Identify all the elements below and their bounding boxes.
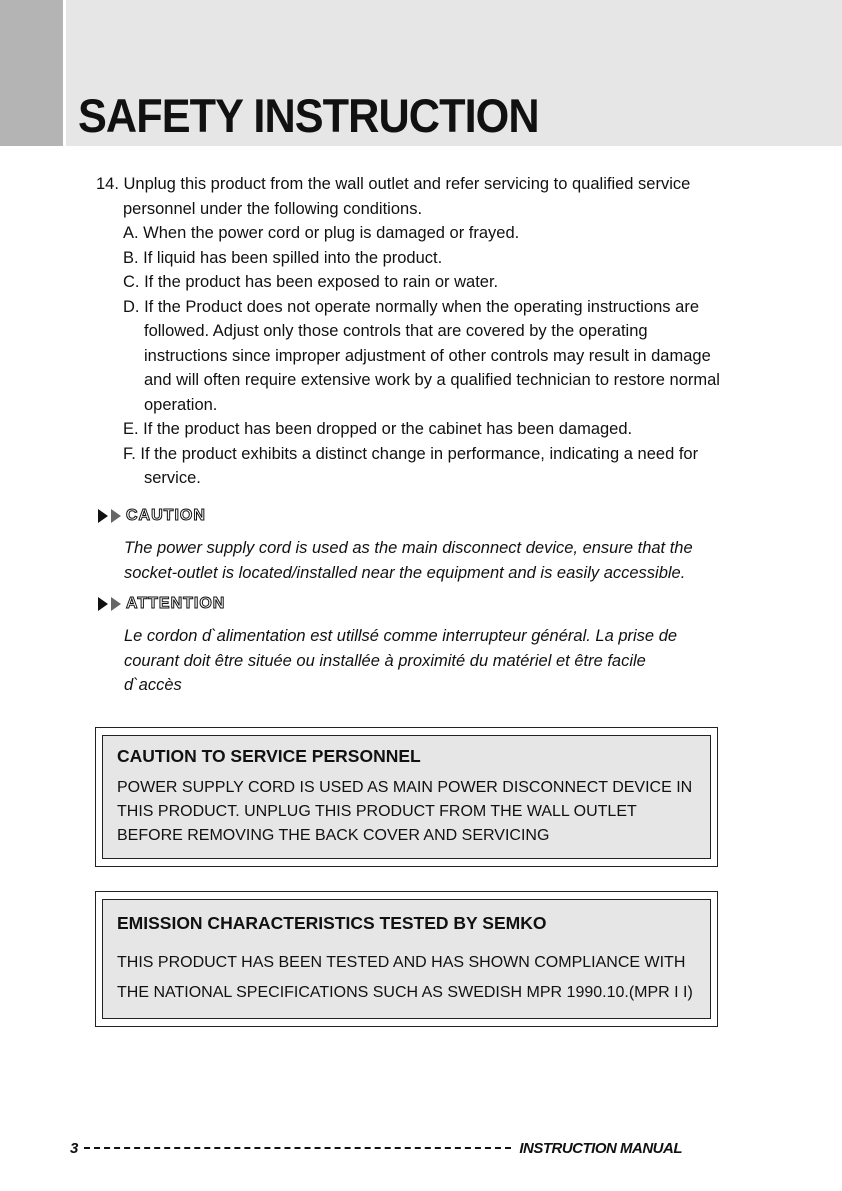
emission-notice [95,891,718,1027]
condition-f-line: F. If the product exhibits a distinct change in performance, indicating a need for [123,444,699,463]
page-number: 3 [70,1140,79,1157]
emission-notice-title: EMISSION CHARACTERISTICS TESTED BY SEMKO [117,913,547,933]
manual-title: INSTRUCTION MANUAL [519,1140,682,1157]
caution-heading [98,507,206,525]
footer-dashed-rule [84,1147,511,1149]
attention-label: ATTENTION [126,595,226,612]
service-notice-title: CAUTION TO SERVICE PERSONNEL [117,746,421,766]
service-personnel-notice [95,727,718,867]
attention-text [124,624,677,698]
condition-a: A. When the power cord or plug is damaged or frayed. [123,224,520,242]
condition-d-line: operation. [144,395,218,414]
page-tab-marker [0,0,63,146]
emission-notice-line: THE NATIONAL SPECIFICATIONS SUCH AS SWEDISH MPR 1990.10.(MPR I I) [117,984,693,1001]
service-notice-line: THIS PRODUCT. UNPLUG THIS PRODUCT FROM THE WALL OUTLET [117,803,637,820]
service-notice-line: POWER SUPPLY CORD IS USED AS MAIN POWER DISCONNECT DEVICE IN [117,779,693,796]
condition-f-line: service. [144,469,201,487]
arrow-bullet-icon [111,597,121,611]
page-title: SAFETY INSTRUCTION [78,89,539,142]
emission-notice-inner [102,899,711,1019]
condition-b: B. If liquid has been spilled into the product. [123,248,443,267]
emission-notice-line: THIS PRODUCT HAS BEEN TESTED AND HAS SHOWN COMPLIANCE WITH [117,954,686,971]
attention-heading [98,595,225,613]
arrow-bullet-icon [98,597,108,611]
condition-d-line: D. If the Product does not operate normally when the operating instructions are [123,297,699,316]
arrow-bullet-icon [111,509,121,523]
condition-c: C. If the product has been exposed to rain or water. [123,273,499,291]
caution-text-line: socket-outlet is located/installed near the equipment and is easily accessible. [124,563,686,582]
condition-e: E. If the product has been dropped or the cabinet has been damaged. [123,420,633,438]
item-14-list [96,172,736,491]
arrow-bullet-icon [98,509,108,523]
caution-text [124,536,693,585]
attention-text-line: courant doit être située ou installée à proximité du matériel et être facile [124,651,646,670]
condition-d-line: instructions since improper adjustment of other controls may result in damage [144,346,711,365]
item-14-intro-line: personnel under the following conditions. [123,199,423,218]
item-14-intro-line: 14. Unplug this product from the wall outlet and refer servicing to qualified service [96,175,691,193]
caution-label: CAUTION [126,507,206,524]
attention-text-line: Le cordon d`alimentation est utillsé comme interrupteur général. La prise de [124,627,678,645]
attention-text-line: d`accès [124,676,182,694]
service-notice-line: BEFORE REMOVING THE BACK COVER AND SERVICING [117,827,550,844]
service-personnel-notice-inner [102,735,711,859]
condition-d-line: followed. Adjust only those controls that are covered by the operating [144,322,648,340]
caution-text-line: The power supply cord is used as the main disconnect device, ensure that the [124,539,693,557]
condition-d-line: and will often require extensive work by a qualified technician to restore normal [144,371,720,389]
page-footer [70,1140,682,1157]
